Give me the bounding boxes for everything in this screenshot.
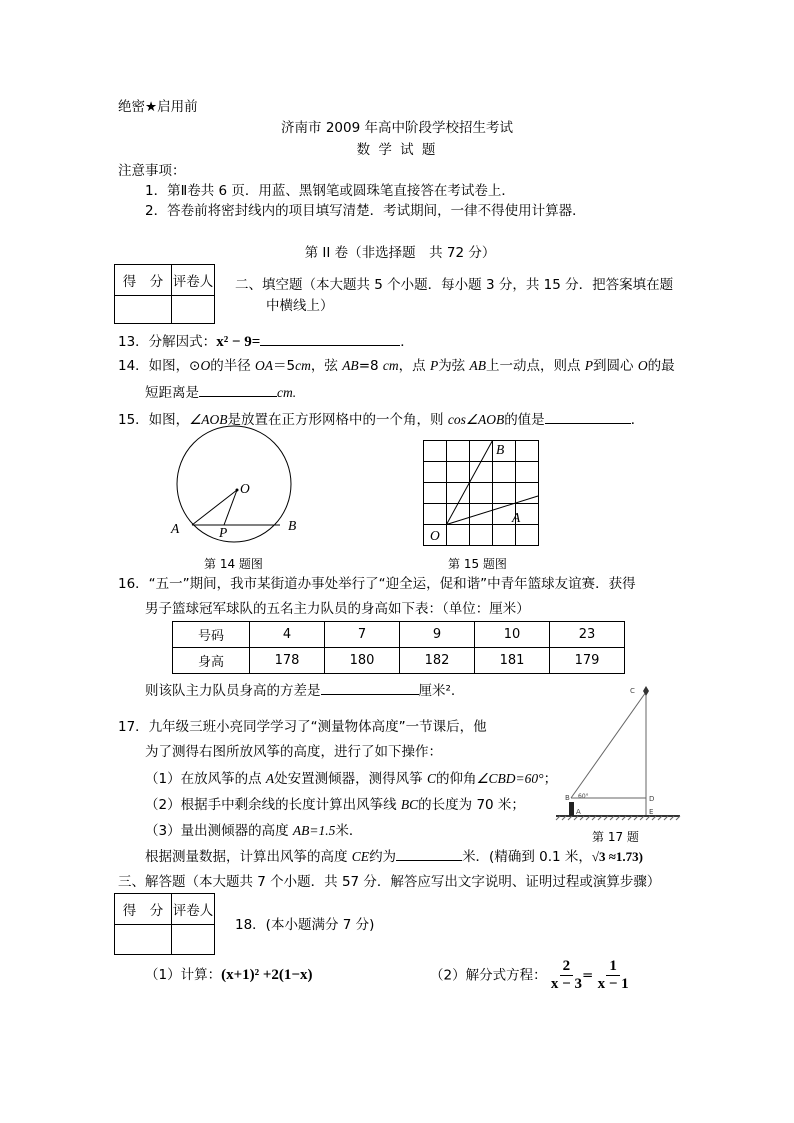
q15-text: ． — [630, 412, 645, 428]
q17-angle: ∠CBD=60° — [476, 771, 544, 786]
q17-text: 约为 — [369, 849, 397, 865]
section3-heading: 三、解答题（本大题共 7 个小题．共 57 分．解答应写出文字说明、证明过程或演算步骤） — [118, 874, 661, 890]
q14-var: O — [200, 358, 211, 373]
q15-cos: cos∠AOB — [447, 412, 505, 427]
q18-part-2 — [430, 958, 629, 993]
q14-var: cm — [382, 358, 399, 373]
exam-title: 济南市 2009 年高中阶段学校招生考试 — [281, 120, 513, 136]
q17-text: （1）在放风筝的点 — [145, 771, 266, 787]
table-cell: 10 — [475, 622, 550, 648]
label-p: P — [219, 525, 228, 540]
q14-text: 为弦 — [438, 358, 470, 374]
q15-angle: ∠AOB — [189, 412, 228, 427]
q14-var: cm — [295, 358, 311, 373]
table-cell: 7 — [325, 622, 400, 648]
fraction-left — [551, 958, 582, 993]
q16-unit: 厘米². — [418, 683, 456, 699]
q14-var: O — [637, 358, 648, 373]
q18-label: （2）解分式方程： — [430, 967, 547, 984]
label-b: B — [496, 442, 505, 457]
label-o: O — [240, 481, 250, 496]
q14-var: AB — [469, 358, 486, 373]
numerator: 1 — [606, 958, 620, 976]
q14-text: 14．如图，⊙ — [118, 358, 201, 374]
question-16-cont: 男子篮球冠军球队的五名主力队员的身高如下表：（单位：厘米） — [145, 601, 530, 617]
label-a: A — [576, 808, 581, 816]
grader-header: 评卷人 — [172, 265, 215, 296]
q15-text: 是放置在正方形网格中的一个角，则 — [227, 412, 448, 428]
table-cell: 23 — [550, 622, 625, 648]
q18-part-1 — [145, 966, 312, 984]
q14-text: ＝5 — [273, 358, 296, 374]
q17-var: AB=1.5 — [292, 823, 336, 838]
q15-text: 的值是 — [504, 412, 545, 428]
q17-text: 的仰角 — [435, 771, 477, 787]
q14-var: P — [584, 358, 594, 373]
fraction-right — [598, 958, 629, 993]
q13-suffix: ． — [400, 334, 414, 350]
note-item: 1．第Ⅱ卷共 6 页．用蓝、黑钢笔或圆珠笔直接答在考试卷上． — [145, 183, 515, 199]
q14-var: OA — [255, 358, 274, 373]
grader-header: 评卷人 — [172, 894, 215, 925]
q17-sqrt: √3 ≈1.73) — [591, 849, 643, 864]
q17-text: ； — [543, 771, 558, 787]
table-cell: 181 — [475, 648, 550, 674]
q17-text: （3）量出测倾器的高度 — [145, 823, 293, 839]
q17-var: C — [426, 771, 436, 786]
part2-title: 第 II 卷（非选择题 共 72 分） — [304, 245, 496, 261]
figure-15-caption: 第 15 题图 — [448, 557, 507, 571]
section2-heading: 二、填空题（本大题共 5 个小题．每小题 3 分，共 15 分．把答案填在题 — [235, 277, 674, 293]
secret-label: 绝密★启用前 — [118, 99, 198, 115]
table-cell: 179 — [550, 648, 625, 674]
label-c: C — [630, 687, 635, 695]
row-label: 身高 — [173, 648, 250, 674]
q17-text: （2）根据手中剩余线的长度计算出风筝线 — [145, 797, 401, 813]
label-o: O — [430, 528, 440, 543]
q18-expression: (x+1)² +2(1−x) — [221, 967, 313, 983]
section2-heading-cont: 中横线上） — [266, 298, 334, 314]
score-table — [114, 893, 215, 955]
question-18-title: 18．(本小题满分 7 分) — [235, 917, 375, 933]
question-17-cont: 为了测得右图所放风筝的高度，进行了如下操作： — [145, 744, 442, 760]
question-16: 16．“五一”期间，我市某街道办事处举行了“迎全运，促和谐”中青年篮球友谊赛．获得 — [118, 576, 636, 592]
q14-text: 上一动点，则点 — [485, 358, 585, 374]
note-item: 2．答卷前将密封线内的项目填写清楚．考试期间，一律不得使用计算器． — [145, 203, 586, 219]
q17-var: CE — [351, 849, 370, 864]
q17-var: A — [265, 771, 275, 786]
q14-text: 短距离是 — [145, 385, 199, 401]
q14-text: ，弦 — [310, 358, 343, 374]
q14-text: 的最 — [647, 358, 675, 374]
row-label: 号码 — [173, 622, 250, 648]
q16-text: 则该队主力队员身高的方差是 — [145, 683, 321, 699]
q17-var: BC — [400, 797, 419, 812]
kite-string-bc — [571, 692, 646, 798]
label-d: D — [649, 795, 655, 803]
score-header: 得 分 — [115, 894, 172, 925]
q14-var: AB — [342, 358, 359, 373]
table-cell: 178 — [250, 648, 325, 674]
figure-14-caption: 第 14 题图 — [204, 557, 263, 571]
label-a: A — [171, 521, 180, 536]
score-cell[interactable] — [115, 925, 172, 955]
q13-prefix: 13．分解因式： — [118, 334, 217, 350]
equals-sign: = — [581, 967, 594, 984]
q13-expression: x² − 9= — [216, 334, 261, 350]
label-b: B — [288, 518, 297, 533]
exam-subtitle: 数 学 试 题 — [356, 142, 438, 158]
label-e: E — [649, 808, 654, 816]
q17-text: 米． — [335, 823, 363, 839]
table-cell: 9 — [400, 622, 475, 648]
q17-text: 的长度为 70 米； — [418, 797, 525, 813]
q15-text: 15．如图， — [118, 412, 190, 428]
denominator: x − 1 — [597, 976, 629, 992]
table-cell: 182 — [400, 648, 475, 674]
grader-cell[interactable] — [172, 925, 215, 955]
q14-text: ，点 — [398, 358, 430, 374]
label-angle: 60° — [578, 793, 589, 800]
table-cell: 180 — [325, 648, 400, 674]
q14-var: P — [429, 358, 439, 373]
q17-text: 米．(精确到 0.1 米， — [462, 849, 592, 865]
label-b: B — [565, 794, 570, 802]
q14-unit: cm. — [277, 385, 297, 400]
q14-text: 到圆心 — [593, 358, 638, 374]
q14-text: 的半径 — [210, 358, 256, 374]
figure-17-caption: 第 17 题 — [592, 830, 639, 844]
score-header: 得 分 — [115, 265, 172, 296]
q17-text: 根据测量数据，计算出风筝的高度 — [145, 849, 352, 865]
notes-heading: 注意事项： — [118, 163, 186, 179]
numerator: 2 — [560, 958, 574, 976]
table-cell: 4 — [250, 622, 325, 648]
label-a: A — [512, 510, 521, 525]
question-17: 17．九年级三班小亮同学学习了“测量物体高度”一节课后，他 — [118, 719, 487, 735]
denominator: x − 3 — [550, 976, 582, 992]
q18-label: （1）计算： — [145, 967, 222, 983]
q17-text: 处安置测倾器，测得风筝 — [274, 771, 427, 787]
q14-text: =8 — [358, 358, 383, 374]
